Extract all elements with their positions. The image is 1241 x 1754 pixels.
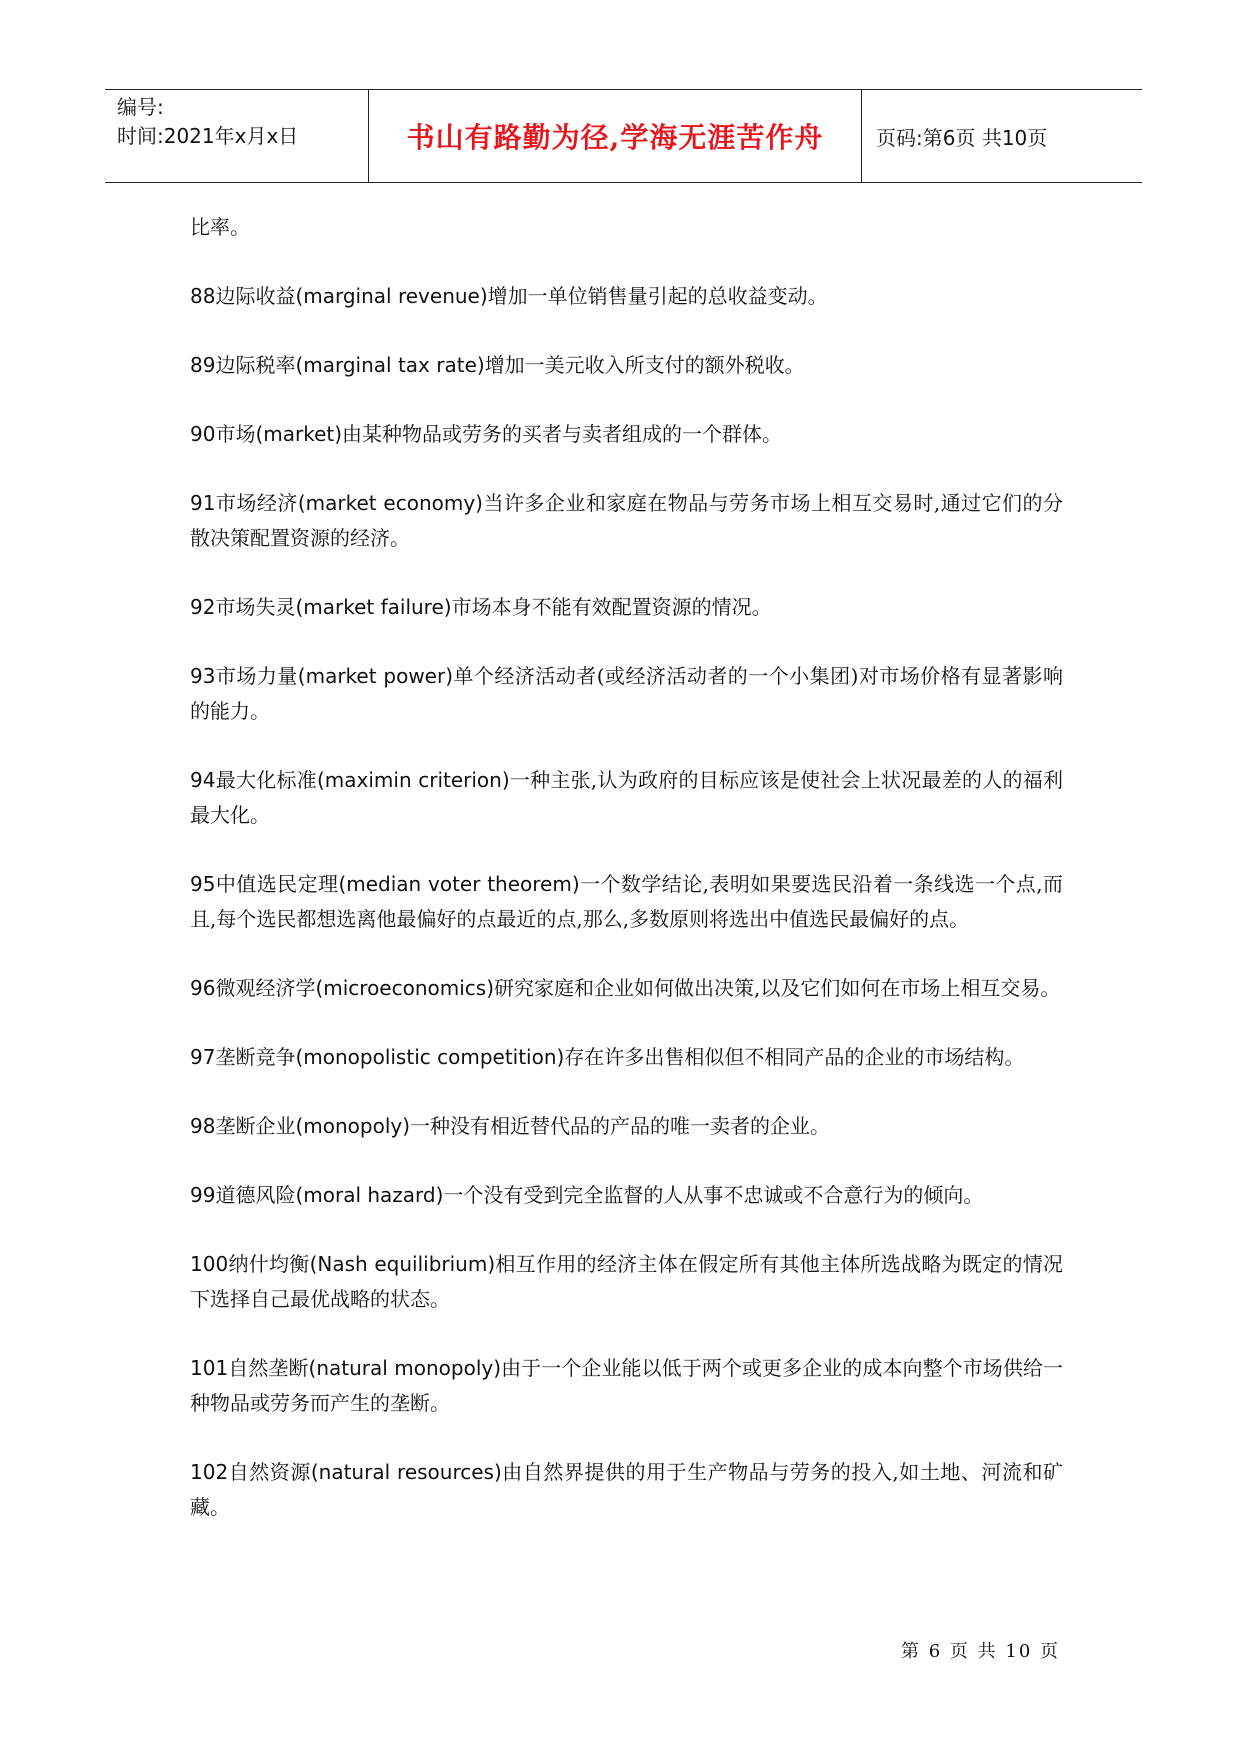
entry-term-en: (marginal revenue) [295, 284, 488, 308]
entry-term-en: (Nash equilibrium) [309, 1252, 496, 1276]
entry-number: 100 [190, 1252, 229, 1276]
glossary-entry [190, 971, 1063, 1006]
entry-term-en: (market failure) [295, 595, 452, 619]
entry-definition: 单个经济活动者(或经济活动者的一个小集团)对市场价格有显著影响的能力。 [190, 664, 1064, 723]
entry-number: 92 [190, 595, 216, 619]
entry-term-en: (natural resources) [310, 1460, 502, 1484]
entry-term-cn: 市场经济 [215, 491, 298, 515]
glossary-content [190, 210, 1063, 1559]
entry-number: 95 [190, 872, 216, 896]
entry-number: 94 [190, 768, 216, 792]
entry-definition: 研究家庭和企业如何做出决策,以及它们如何在市场上相互交易。 [494, 976, 1061, 1000]
glossary-entries [190, 279, 1063, 1525]
header-page-label: 页码:第6页 共10页 [876, 125, 1048, 150]
glossary-entry [190, 590, 1063, 625]
entry-definition: 由于一个企业能以低于两个或更多企业的成本向整个市场供给一种物品或劳务而产生的垄断。 [190, 1356, 1064, 1415]
glossary-entry [190, 1351, 1063, 1421]
document-header [105, 89, 1142, 183]
entry-term-cn: 边际税率 [215, 353, 296, 377]
entry-term-en: (marginal tax rate) [295, 353, 485, 377]
entry-term-cn: 市场力量 [215, 664, 298, 688]
entry-term-cn: 垄断企业 [215, 1114, 296, 1138]
entry-term-cn: 边际收益 [215, 284, 296, 308]
entry-term-cn: 纳什均衡 [228, 1252, 310, 1276]
glossary-entry [190, 279, 1063, 314]
entry-term-en: (natural monopoly) [308, 1356, 502, 1380]
time-label: 时间:2021年x月x日 [117, 124, 299, 148]
entry-term-en: (market) [255, 422, 343, 446]
entry-number: 93 [190, 664, 216, 688]
entry-number: 98 [190, 1114, 216, 1138]
entry-number: 101 [190, 1356, 229, 1380]
entry-number: 89 [190, 353, 216, 377]
entry-term-en: (maximin criterion) [316, 768, 510, 792]
glossary-entry [190, 1040, 1063, 1075]
entry-number: 90 [190, 422, 216, 446]
entry-definition: 一种主张,认为政府的目标应该是使社会上状况最差的人的福利最大化。 [190, 768, 1064, 827]
glossary-entry [190, 486, 1063, 556]
entry-definition: 增加一单位销售量引起的总收益变动。 [487, 284, 828, 308]
entry-term-en: (microeconomics) [315, 976, 495, 1000]
entry-definition: 一种没有相近替代品的产品的唯一卖者的企业。 [410, 1114, 831, 1138]
entry-definition: 市场本身不能有效配置资源的情况。 [451, 595, 772, 619]
entry-term-cn: 市场失灵 [215, 595, 296, 619]
entry-term-cn: 市场 [215, 422, 256, 446]
glossary-entry [190, 417, 1063, 452]
entry-number: 102 [190, 1460, 229, 1484]
entry-term-en: (market power) [297, 664, 454, 688]
entry-term-en: (median voter theorem) [338, 872, 580, 896]
header-motto: 书山有路勤为径,学海无涯苦作舟 [369, 90, 862, 182]
continuation-text: 比率。 [190, 215, 250, 239]
glossary-entry [190, 659, 1063, 729]
entry-definition: 存在许多出售相似但不相同产品的企业的市场结构。 [564, 1045, 1025, 1069]
entry-term-cn: 最大化标准 [215, 768, 317, 792]
entry-term-en: (market economy) [297, 491, 483, 515]
entry-definition: 由自然界提供的用于生产物品与劳务的投入,如土地、河流和矿藏。 [190, 1460, 1064, 1519]
entry-definition: 一个数学结论,表明如果要选民沿着一条线选一个点,而且,每个选民都想选离他最偏好的点最近的点,那么,多数原则将选出中值选民最偏好的点。 [190, 872, 1063, 931]
entry-number: 96 [190, 976, 216, 1000]
header-meta-cell [105, 90, 369, 182]
entry-definition: 相互作用的经济主体在假定所有其他主体所选战略为既定的情况下选择自己最优战略的状态。 [190, 1252, 1064, 1311]
entry-number: 99 [190, 1183, 216, 1207]
glossary-entry [190, 1109, 1063, 1144]
entry-term-en: (monopolistic competition) [295, 1045, 565, 1069]
entry-term-en: (moral hazard) [295, 1183, 444, 1207]
entry-definition: 一个没有受到完全监督的人从事不忠诚或不合意行为的倾向。 [443, 1183, 984, 1207]
entry-term-cn: 自然资源 [228, 1460, 311, 1484]
entry-definition: 增加一美元收入所支付的额外税收。 [484, 353, 805, 377]
entry-term-cn: 中值选民定理 [215, 872, 339, 896]
glossary-entry [190, 1247, 1063, 1317]
entry-term-cn: 垄断竞争 [215, 1045, 296, 1069]
entry-term-cn: 微观经济学 [215, 976, 316, 1000]
glossary-entry [190, 1455, 1063, 1525]
entry-term-cn: 道德风险 [215, 1183, 296, 1207]
number-label: 编号: [117, 95, 164, 119]
glossary-entry [190, 867, 1063, 937]
entry-term-en: (monopoly) [295, 1114, 411, 1138]
glossary-entry [190, 348, 1063, 383]
entry-number: 88 [190, 284, 216, 308]
entry-definition: 当许多企业和家庭在物品与劳务市场上相互交易时,通过它们的分散决策配置资源的经济。 [190, 491, 1064, 550]
entry-number: 91 [190, 491, 216, 515]
glossary-entry [190, 763, 1063, 833]
entry-definition: 由某种物品或劳务的买者与卖者组成的一个群体。 [342, 422, 783, 446]
page-footer: 第 6 页 共 10 页 [901, 1641, 1060, 1662]
entry-term-cn: 自然垄断 [228, 1356, 309, 1380]
entry-number: 97 [190, 1045, 216, 1069]
glossary-entry [190, 1178, 1063, 1213]
